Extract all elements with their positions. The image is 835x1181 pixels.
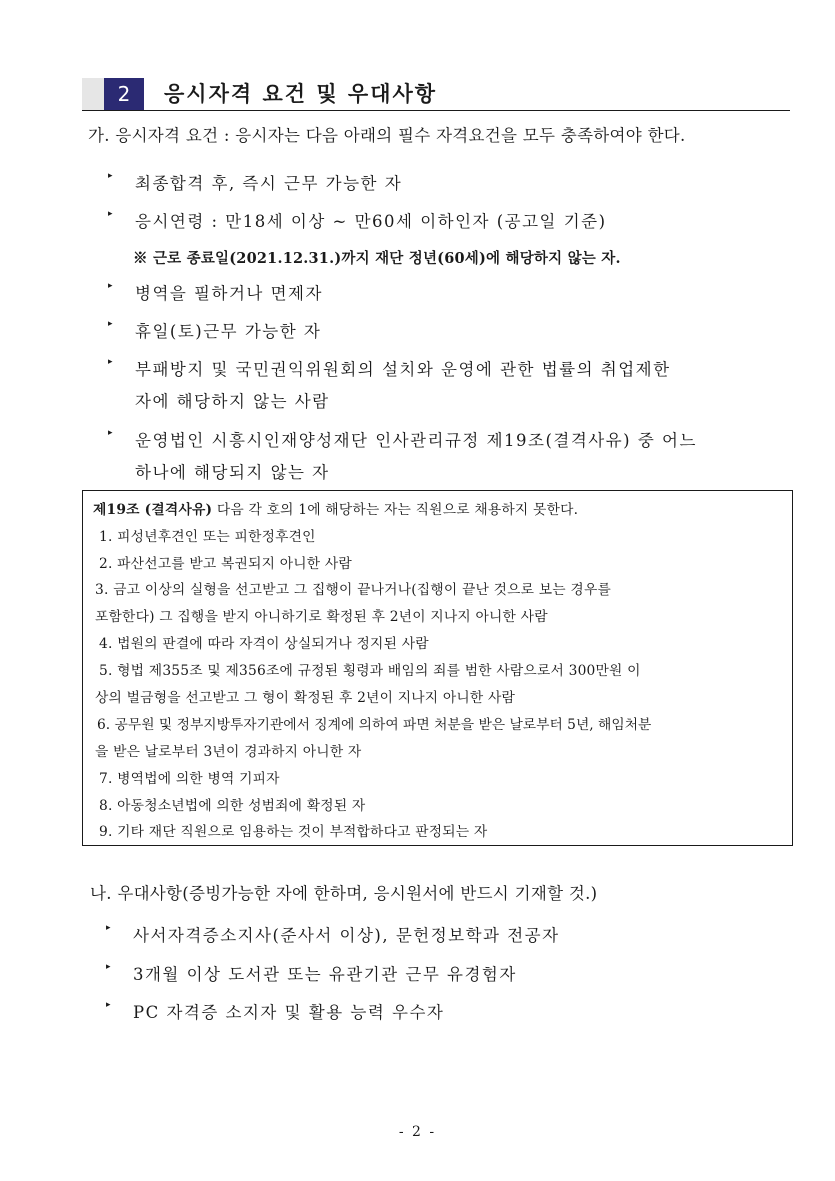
law-line: 3. 금고 이상의 실형을 선고받고 그 집행이 끝나거나(집행이 끝난 것으로 보는 경우를 [95,582,612,598]
law-line: 4. 법원의 판결에 따라 자격이 상실되거나 정지된 사람 [99,636,429,652]
preference-text: 3개월 이상 도서관 또는 유관기관 근무 유경험자 [133,965,517,984]
bullet-icon: ▸ [108,209,113,219]
requirement-text: 최종합격 후, 즉시 근무 가능한 자 [135,174,403,193]
law-line: 상의 벌금형을 선고받고 그 형이 확정된 후 2년이 지나지 아니한 사람 [95,690,516,706]
part-a-heading: 가. 응시자격 요건 : 응시자는 다음 아래의 필수 자격요건을 모두 충족하여야 한다. [88,126,686,145]
requirement-item [108,427,697,451]
requirement-text: 응시연령 : 만18세 이상 ~ 만60세 이하인자 (공고일 기준) [135,212,607,231]
preference-item [106,961,517,985]
bullet-icon: ▸ [108,357,113,367]
preference-item [106,999,445,1023]
law-title [93,498,578,518]
law-line: 을 받은 날로부터 3년이 경과하지 아니한 자 [95,744,362,760]
law-line: 2. 파산선고를 받고 복권되지 아니한 사람 [99,556,352,572]
requirement-text: 병역을 필하거나 면제자 [135,284,323,303]
requirement-item [108,356,671,380]
bullet-icon: ▸ [108,428,113,438]
requirement-item [108,280,323,304]
requirement-text: 부패방지 및 국민권익위원회의 설치와 운영에 관한 법률의 취업제한 [135,360,671,379]
law-line: 5. 형법 제355조 및 제356조에 규정된 횡령과 배임의 죄를 범한 사람으로서 300만원 이 [99,663,641,679]
bullet-icon: ▸ [106,962,111,972]
section-side-bar [82,78,104,110]
page-number: - 2 - [398,1124,437,1140]
age-note: ※ 근로 종료일(2021.12.31.)까지 재단 정년(60세)에 해당하지 않는 자. [133,250,621,267]
bullet-icon: ▸ [106,923,111,933]
preference-item [106,922,560,946]
requirement-item [108,318,322,342]
law-title-rest: 다음 각 호의 1에 해당하는 자는 직원으로 채용하지 못한다. [212,502,579,518]
requirement-item [108,170,403,194]
bullet-icon: ▸ [106,1000,111,1010]
part-b-heading: 나. 우대사항(증빙가능한 자에 한하며, 응시원서에 반드시 기재할 것.) [90,884,598,903]
law-line: 8. 아동청소년법에 의한 성범죄에 확정된 자 [99,798,366,814]
requirement-continuation: 자에 해당하지 않는 사람 [135,392,330,411]
bullet-icon: ▸ [108,319,113,329]
law-line: 1. 피성년후견인 또는 피한정후견인 [99,529,316,545]
disqualification-box [82,490,793,846]
requirement-item [108,208,607,232]
section-title: 응시자격 요건 및 우대사항 [164,82,438,106]
law-line: 9. 기타 재단 직원으로 임용하는 것이 부적합하다고 판정되는 자 [99,824,488,840]
requirement-text: 운영법인 시흥시인재양성재단 인사관리규정 제19조(결격사유) 중 어느 [135,431,697,450]
law-line: 포함한다) 그 집행을 받지 아니하기로 확정된 후 2년이 지나지 아니한 사람 [95,609,548,625]
preference-text: PC 자격증 소지자 및 활용 능력 우수자 [133,1003,445,1022]
requirement-text: 휴일(토)근무 가능한 자 [135,322,322,341]
bullet-icon: ▸ [108,281,113,291]
law-line: 7. 병역법에 의한 병역 기피자 [99,771,280,787]
section-number: 2 [104,78,144,110]
section-rule [82,110,790,111]
requirement-continuation: 하나에 해당되지 않는 자 [135,463,330,482]
bullet-icon: ▸ [108,171,113,181]
preference-text: 사서자격증소지사(준사서 이상), 문헌정보학과 전공자 [133,926,560,945]
section-header [82,76,790,112]
law-line: 6. 공무원 및 정부지방투자기관에서 징계에 의하여 파면 처분을 받은 날로부터 5년, 해임처분 [97,717,652,733]
law-title-bold: 제19조 (결격사유) [93,502,213,518]
